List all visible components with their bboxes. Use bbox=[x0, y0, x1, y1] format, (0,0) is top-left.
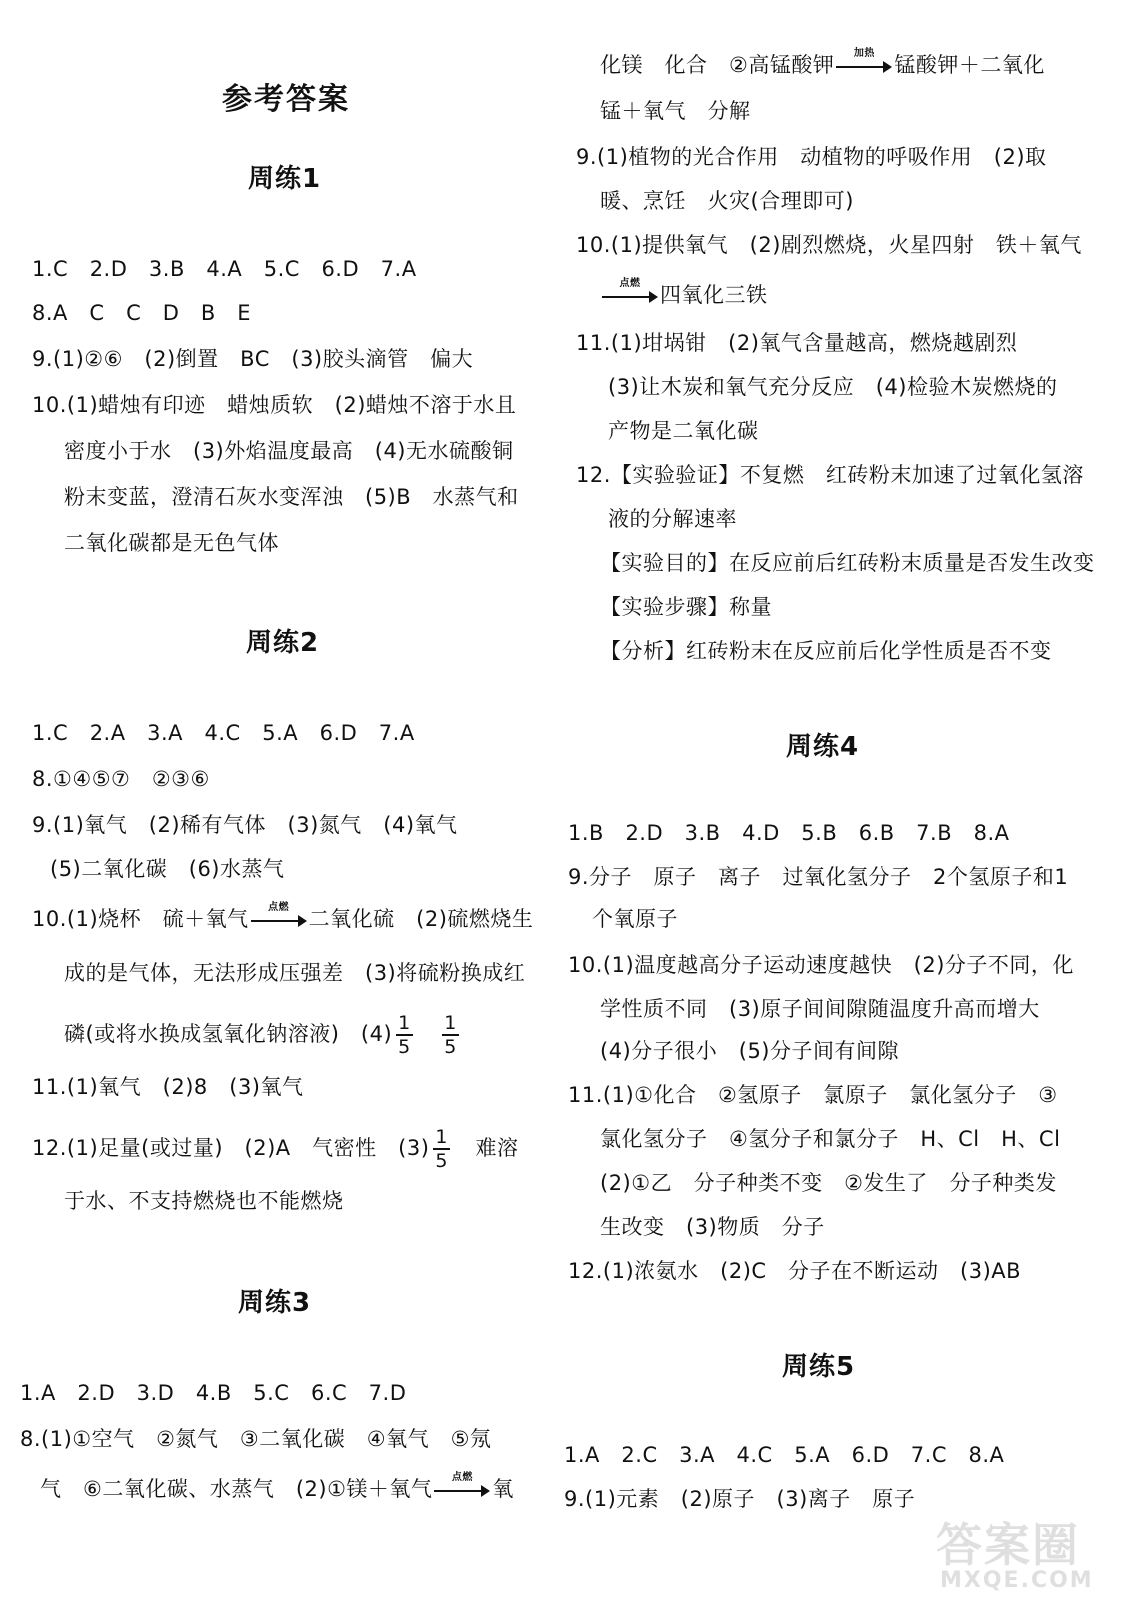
answer-line bbox=[32, 904, 533, 934]
answer-line bbox=[600, 280, 768, 310]
answer-line: 9.分子 原子 离子 过氧化氢分子 2个氢原子和1 bbox=[568, 865, 1069, 889]
answer-text: 锰酸钾＋二氧化 bbox=[894, 53, 1045, 77]
answer-line: 8.①④⑤⑦ ②③⑥ bbox=[32, 767, 210, 791]
answer-line: 密度小于水 (3)外焰温度最高 (4)无水硫酸铜 bbox=[64, 439, 514, 463]
answer-text: 10.(1)烧杯 硫＋氧气 bbox=[32, 907, 249, 931]
reaction-condition: 点燃 bbox=[451, 1472, 473, 1483]
answer-line: 1.C 2.A 3.A 4.C 5.A 6.D 7.A bbox=[32, 721, 415, 745]
answer-line: 1.C 2.D 3.B 4.A 5.C 6.D 7.A bbox=[32, 257, 417, 281]
answer-line: 【实验目的】在反应前后红砖粉末质量是否发生改变 bbox=[600, 551, 1095, 575]
answer-line: 于水、不支持燃烧也不能燃烧 bbox=[64, 1189, 344, 1213]
answer-line: 1.A 2.C 3.A 4.C 5.A 6.D 7.C 8.A bbox=[564, 1443, 1005, 1467]
answer-line: 10.(1)提供氧气 (2)剧烈燃烧，火星四射 铁＋氧气 bbox=[576, 233, 1082, 257]
answer-line: 8.(1)①空气 ②氮气 ③二氧化碳 ④氧气 ⑤氖 bbox=[20, 1427, 492, 1451]
answer-line: 氯化氢分子 ④氢分子和氯分子 H、Cl H、Cl bbox=[600, 1127, 1061, 1151]
answer-line: 9.(1)②⑥ (2)倒置 BC (3)胶头滴管 偏大 bbox=[32, 347, 474, 371]
answer-line: 8.A C C D B E bbox=[32, 301, 252, 325]
reaction-condition: 加热 bbox=[853, 48, 875, 59]
answer-line: 锰＋氧气 分解 bbox=[600, 99, 751, 123]
answer-text: 气 ⑥二氧化碳、水蒸气 (2)①镁＋氧气 bbox=[40, 1477, 433, 1501]
section-heading-week2: 周练2 bbox=[246, 628, 320, 658]
answer-line: 液的分解速率 bbox=[608, 507, 737, 531]
reaction-arrow-icon bbox=[434, 1472, 490, 1501]
answer-line: (4)分子很小 (5)分子间有间隙 bbox=[600, 1039, 899, 1063]
answer-text: 氧 bbox=[492, 1477, 514, 1501]
answer-line: (3)让木炭和氧气充分反应 (4)检验木炭燃烧的 bbox=[608, 375, 1058, 399]
fraction: $\frac{1}{5}$ bbox=[398, 1012, 411, 1058]
reaction-arrow-icon bbox=[251, 902, 307, 931]
answer-line: 1.A 2.D 3.D 4.B 5.C 6.C 7.D bbox=[20, 1381, 407, 1405]
answer-line: 【分析】红砖粉末在反应前后化学性质是否不变 bbox=[600, 639, 1052, 663]
answer-line: 9.(1)元素 (2)原子 (3)离子 原子 bbox=[564, 1487, 916, 1511]
fraction: $\frac{1}{5}$ bbox=[435, 1126, 448, 1172]
answer-text: 化镁 化合 ②高锰酸钾 bbox=[600, 53, 835, 77]
answer-line: 产物是二氧化碳 bbox=[608, 419, 759, 443]
section-heading-week5: 周练5 bbox=[782, 1352, 856, 1382]
answer-line: 9.(1)植物的光合作用 动植物的呼吸作用 (2)取 bbox=[576, 145, 1047, 169]
answer-line bbox=[32, 1126, 518, 1172]
answer-text: 12.(1)足量(或过量) (2)A 气密性 (3) bbox=[32, 1136, 430, 1160]
reaction-arrow-icon bbox=[836, 48, 892, 77]
answer-text: 磷(或将水换成氢氧化钠溶液) (4) bbox=[64, 1022, 393, 1046]
answer-line: 11.(1)坩埚钳 (2)氧气含量越高，燃烧越剧烈 bbox=[576, 331, 1018, 355]
answer-line: 生改变 (3)物质 分子 bbox=[600, 1215, 825, 1239]
answer-line bbox=[64, 1012, 463, 1058]
answer-line bbox=[600, 50, 1045, 80]
answer-line: 12.【实验验证】不复燃 红砖粉末加速了过氧化氢溶 bbox=[576, 463, 1084, 487]
reaction-condition: 点燃 bbox=[268, 902, 290, 913]
answer-line: 学性质不同 (3)原子间间隙随温度升高而增大 bbox=[600, 997, 1040, 1021]
answer-line: 9.(1)氧气 (2)稀有气体 (3)氮气 (4)氧气 bbox=[32, 813, 458, 837]
answer-line: (5)二氧化碳 (6)水蒸气 bbox=[50, 857, 285, 881]
answer-line: (2)①乙 分子种类不变 ②发生了 分子种类发 bbox=[600, 1171, 1057, 1195]
watermark-logo: 答案圈 MXQE.COM bbox=[936, 1518, 1094, 1593]
answer-line: 二氧化碳都是无色气体 bbox=[64, 531, 279, 555]
answer-text: 四氧化三铁 bbox=[660, 283, 768, 307]
fraction: $\frac{1}{5}$ bbox=[444, 1012, 457, 1058]
page-title: 参考答案 bbox=[222, 82, 350, 117]
answer-line: 1.B 2.D 3.B 4.D 5.B 6.B 7.B 8.A bbox=[568, 821, 1010, 845]
answer-line: 成的是气体，无法形成压强差 (3)将硫粉换成红 bbox=[64, 961, 526, 985]
reaction-condition: 点燃 bbox=[619, 278, 641, 289]
answer-line: 个氧原子 bbox=[592, 907, 678, 931]
answer-line: 10.(1)温度越高分子运动速度越快 (2)分子不同，化 bbox=[568, 953, 1074, 977]
answer-line: 11.(1)①化合 ②氢原子 氯原子 氯化氢分子 ③ bbox=[568, 1083, 1058, 1107]
answer-line bbox=[40, 1474, 514, 1504]
answer-line: 11.(1)氧气 (2)8 (3)氧气 bbox=[32, 1075, 304, 1099]
reaction-arrow-icon bbox=[602, 278, 658, 307]
section-heading-week3: 周练3 bbox=[238, 1288, 312, 1318]
answer-line: 12.(1)浓氨水 (2)C 分子在不断运动 (3)AB bbox=[568, 1259, 1022, 1283]
section-heading-week4: 周练4 bbox=[786, 732, 860, 762]
answer-line: 暖、烹饪 火灾(合理即可) bbox=[600, 189, 854, 213]
answer-line: 粉末变蓝，澄清石灰水变浑浊 (5)B 水蒸气和 bbox=[64, 485, 519, 509]
answer-text: 二氧化硫 (2)硫燃烧生 bbox=[308, 907, 534, 931]
answer-line: 【实验步骤】称量 bbox=[600, 595, 772, 619]
section-heading-week1: 周练1 bbox=[248, 164, 322, 194]
answer-line: 10.(1)蜡烛有印迹 蜡烛质软 (2)蜡烛不溶于水且 bbox=[32, 393, 517, 417]
answer-text: 难溶 bbox=[475, 1136, 519, 1160]
